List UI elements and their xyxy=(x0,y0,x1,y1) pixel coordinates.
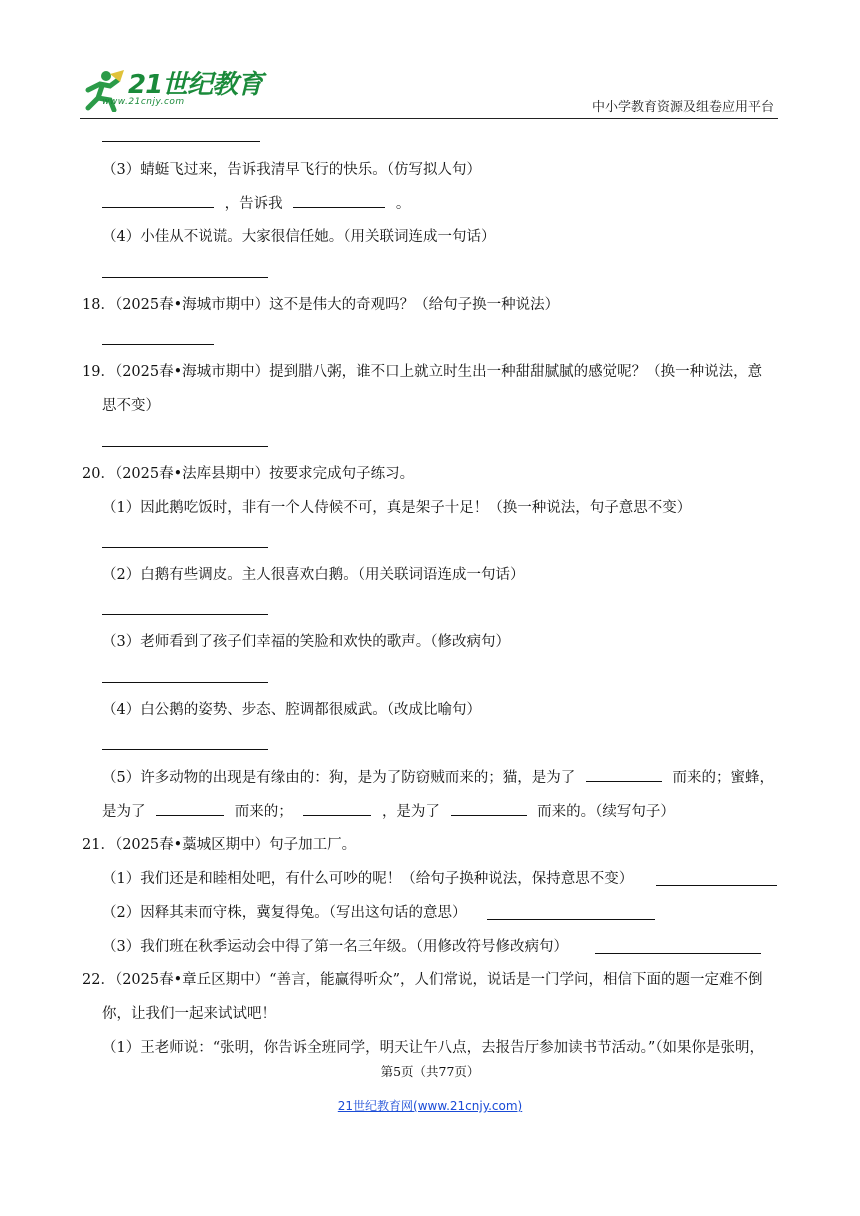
answer-line[interactable] xyxy=(102,446,268,447)
blank-field[interactable] xyxy=(156,801,224,816)
logo-url: www.21cnjy.com xyxy=(102,97,185,107)
answer-line[interactable] xyxy=(595,953,761,954)
blank-field[interactable] xyxy=(303,801,371,816)
fill-text: （5）许多动物的出现是有缘由的：狗，是为了防窃贼而来的；猫，是为了 xyxy=(102,770,576,786)
logo-wordmark: 21世纪教育 xyxy=(128,70,263,100)
question-20-2: （2）白鹅有些调皮。主人很喜欢白鹅。（用关联词语连成一句话） xyxy=(102,567,525,583)
blank-field[interactable] xyxy=(102,193,214,208)
answer-line[interactable] xyxy=(102,141,260,142)
fill-text: 而来的。（续写句子） xyxy=(537,804,675,820)
question-22: 22．（2025春•章丘区期中）“善言，能赢得听众”，人们常说，说话是一门学问，相信下面的题一定难不倒 xyxy=(82,972,763,988)
question-18: 18．（2025春•海城市期中）这不是伟大的奇观吗？（给句子换一种说法） xyxy=(82,297,560,313)
question-21-2: （2）因释其耒而守株，冀复得兔。（写出这句话的意思） xyxy=(102,905,467,921)
page-number: 第5页（共77页） xyxy=(380,1064,480,1079)
question-22-cont: 你，让我们一起来试试吧！ xyxy=(102,1006,276,1022)
footer-site xyxy=(0,1097,860,1114)
question-20-3: （3）老师看到了孩子们幸福的笑脸和欢快的歌声。（修改病句） xyxy=(102,634,510,650)
question-21-3: （3）我们班在秋季运动会中得了第一名三年级。（用修改符号修改病句） xyxy=(102,939,568,955)
question-19-cont: 思不变） xyxy=(102,398,160,414)
answer-line[interactable] xyxy=(102,749,268,750)
question-20-4: （4）白公鹅的姿势、步态、腔调都很威武。（改成比喻句） xyxy=(102,702,481,718)
page-header xyxy=(80,62,778,119)
site-logo xyxy=(80,62,280,114)
answer-line[interactable] xyxy=(487,919,655,920)
fill-text: 是为了 xyxy=(102,804,146,820)
answer-line[interactable] xyxy=(656,885,777,886)
question-21: 21．（2025春•藁城区期中）句子加工厂。 xyxy=(82,837,357,853)
answer-line[interactable] xyxy=(102,682,268,683)
fill-text: 而来的；蜜蜂， xyxy=(672,770,774,786)
fill-text: ，是为了 xyxy=(381,804,440,820)
site-link[interactable]: 21世纪教育网(www.21cnjy.com) xyxy=(337,1099,523,1113)
question-17-3: （3）蜻蜓飞过来，告诉我清早飞行的快乐。（仿写拟人句） xyxy=(102,162,481,178)
blank-field[interactable] xyxy=(586,767,662,782)
platform-label: 中小学教育资源及组卷应用平台 xyxy=(591,100,774,115)
answer-line[interactable] xyxy=(102,277,268,278)
blank-field[interactable] xyxy=(293,193,385,208)
question-20: 20．（2025春•法库县期中）按要求完成句子练习。 xyxy=(82,466,415,482)
question-20-5-cont xyxy=(102,801,675,822)
question-17-4: （4）小佳从不说谎。大家很信任她。（用关联词连成一句话） xyxy=(102,229,496,245)
question-22-1: （1）王老师说：“张明，你告诉全班同学，明天让午八点，去报告厅参加读书节活动。”（如果你是张明， xyxy=(102,1040,765,1056)
answer-line[interactable] xyxy=(102,614,268,615)
fill-text: 而来的； xyxy=(234,804,293,820)
fill-text: 。 xyxy=(395,196,411,212)
blank-field[interactable] xyxy=(451,801,527,816)
answer-line[interactable] xyxy=(102,547,268,548)
fill-text: ，告诉我 xyxy=(224,196,283,212)
question-20-1: （1）因此鹅吃饭时，非有一个人侍候不可，真是架子十足！（换一种说法，句子意思不变） xyxy=(102,500,692,516)
answer-line[interactable] xyxy=(102,344,214,345)
question-17-3-fill xyxy=(102,193,410,214)
question-21-1: （1）我们还是和睦相处吧，有什么可吵的呢！（给句子换种说法，保持意思不变） xyxy=(102,871,634,887)
question-19: 19．（2025春•海城市期中）提到腊八粥，谁不口上就立时生出一种甜甜腻腻的感觉呢？（换一种说法，意 xyxy=(82,364,763,380)
question-20-5 xyxy=(102,767,774,788)
